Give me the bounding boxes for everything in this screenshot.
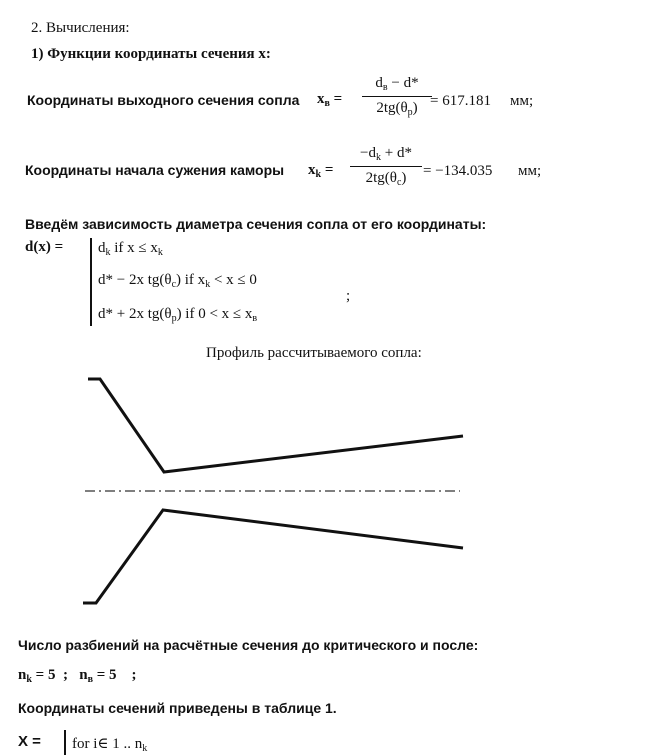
chamber-coord-unit: мм; [518,163,542,179]
loop-body: for i∈ 1 .. $n_k$ [72,736,148,754]
exit-coord-value: = 617.181 [430,93,491,109]
chamber-coord-label: Координаты начала сужения каморы [25,162,285,178]
chamber-coord-var: $x_k$ = [308,162,334,180]
piecewise-terminator: ; [346,288,351,304]
exit-coord-unit: мм; [510,93,534,109]
section-heading: 2. Вычисления: [31,20,130,36]
exit-coord-var: $x_в$ = [317,91,343,109]
piecewise-row-2: d* − 2x $tg(\theta_c)$ if $x_k < x \le 0$ [98,272,257,290]
chamber-coord-denominator: $2tg(\theta_c)$ [365,170,407,188]
partition-text: Число разбиений на расчётные сечения до критического и после: [18,637,479,653]
exit-coord-numerator: $d_в - d*$ [375,75,419,93]
diameter-intro: Введём зависимость диаметра сечения сопла от его координаты: [25,216,487,232]
nozzle-lower-wall [83,510,463,603]
chamber-coord-value: = −134.035 [423,163,493,179]
nozzle-upper-wall [88,379,463,472]
subheading: 1) Функции координаты сечения х: [31,46,271,62]
diameter-lhs: d(x) = [25,239,64,255]
piecewise-row-1: $d_k$ if $x \le x_k$ [98,240,163,258]
table-reference: Координаты сечений приведены в таблице 1. [18,700,337,716]
profile-caption: Профиль рассчитываемого сопла: [206,345,422,361]
loop-brace [64,730,66,755]
piecewise-row-3: d* + 2x $tg(\theta_p)$ if $0 < x \le x_в$ [98,306,258,324]
exit-coord-denominator: $2tg(\theta_p)$ [376,100,418,118]
n-values: $n_k = 5$ ; $n_в = 5$ ; [18,667,137,685]
chamber-coord-numerator: $-d_k + d*$ [360,145,412,163]
exit-coord-label: Координаты выходного сечения сопла [27,92,300,108]
loop-lhs: X = [18,733,41,750]
